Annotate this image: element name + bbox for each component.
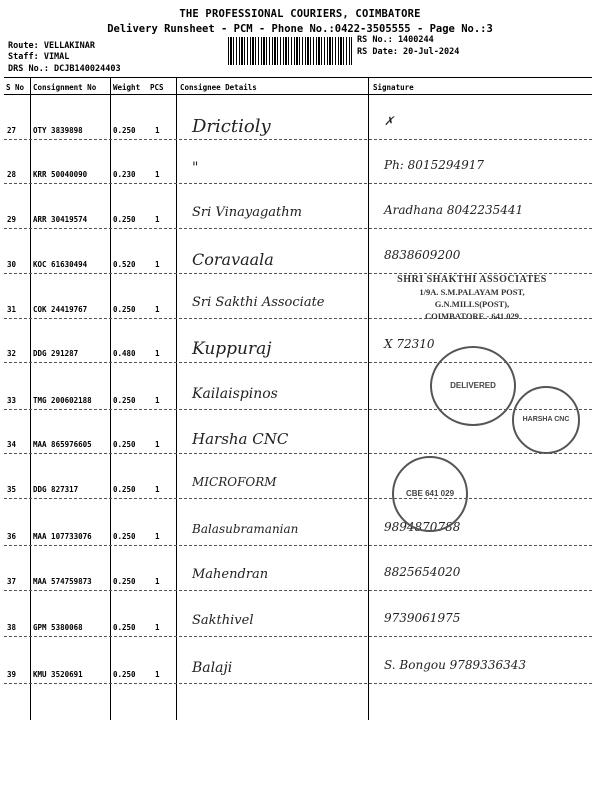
row-signature: 8825654020: [384, 565, 461, 579]
row-sno: 39: [7, 670, 17, 679]
row-consignee: Sri Sakthi Associate: [192, 295, 325, 310]
row-signature: 9894870788: [384, 520, 461, 534]
row-sno: 36: [7, 532, 17, 541]
row-sno: 37: [7, 577, 17, 586]
row-pcs: 1: [155, 440, 160, 449]
delivered-stamp: DELIVERED: [430, 346, 516, 426]
row-pcs: 1: [155, 126, 160, 135]
row-sno: 38: [7, 623, 17, 632]
harsha-cnc-stamp: HARSHA CNC: [512, 386, 580, 454]
row-consignee: Sri Vinayagathm: [192, 205, 302, 220]
column-divider: [110, 78, 111, 720]
row-consignment-no: COK 24419767: [33, 305, 88, 314]
row-pcs: 1: [155, 670, 160, 679]
row-sno: 30: [7, 260, 17, 269]
header-rule: [4, 94, 592, 95]
col-pcs: PCS: [150, 83, 164, 92]
row-signature: Ph: 8015294917: [384, 158, 485, 172]
row-separator: [4, 545, 592, 546]
row-consignment-no: GPM 5380068: [33, 623, 83, 632]
row-weight: 0.250: [113, 577, 136, 586]
row-consignment-no: OTY 3839898: [33, 126, 83, 135]
row-pcs: 1: [155, 577, 160, 586]
column-divider: [368, 78, 369, 720]
row-consignment-no: TMG 200602188: [33, 396, 92, 405]
row-consignment-no: KOC 61630494: [33, 260, 88, 269]
row-weight: 0.520: [113, 260, 136, 269]
row-signature: S. Bongou 9789336343: [384, 658, 526, 672]
row-sno: 33: [7, 396, 17, 405]
microform-stamp: CBE 641 029: [392, 456, 468, 532]
row-sno: 29: [7, 215, 17, 224]
row-consignment-no: MAA 865976605: [33, 440, 92, 449]
row-weight: 0.250: [113, 305, 136, 314]
row-consignee: Balasubramanian: [192, 522, 299, 536]
row-pcs: 1: [155, 260, 160, 269]
row-pcs: 1: [155, 349, 160, 358]
col-consignment: Consignment No: [33, 83, 97, 92]
rs-number: RS No.: 1400244: [357, 35, 434, 45]
row-sno: 27: [7, 126, 17, 135]
row-weight: 0.250: [113, 532, 136, 541]
row-consignee: Mahendran: [192, 567, 269, 582]
row-weight: 0.250: [113, 396, 136, 405]
row-signature: ✗: [384, 114, 395, 128]
row-pcs: 1: [155, 396, 160, 405]
row-weight: 0.480: [113, 349, 136, 358]
row-consignee: Kailaispinos: [192, 386, 278, 402]
drs-label: DRS No.: DCJB140024403: [8, 64, 121, 74]
column-divider: [30, 78, 31, 720]
row-consignee: MICROFORM: [192, 475, 277, 489]
row-separator: [4, 228, 592, 229]
row-pcs: 1: [155, 305, 160, 314]
row-consignee: ": [192, 160, 199, 176]
column-divider: [176, 78, 177, 720]
rs-date: RS Date: 20-Jul-2024: [357, 47, 460, 57]
row-sno: 34: [7, 440, 17, 449]
row-consignee: Kuppuraj: [192, 339, 272, 359]
row-pcs: 1: [155, 215, 160, 224]
row-weight: 0.250: [113, 670, 136, 679]
row-consignment-no: ARR 30419574: [33, 215, 88, 224]
row-signature: Aradhana 8042235441: [384, 203, 524, 217]
row-consignment-no: KRR 50040090: [33, 170, 88, 179]
row-consignment-no: MAA 574759873: [33, 577, 92, 586]
row-sno: 31: [7, 305, 17, 314]
route-label: Route: VELLAKINAR: [8, 41, 95, 51]
row-consignee: Drictioly: [192, 116, 271, 137]
row-consignment-no: KMU 3520691: [33, 670, 83, 679]
row-signature: X 72310: [384, 337, 435, 351]
row-consignee: Coravaala: [192, 250, 274, 269]
row-separator: [4, 183, 592, 184]
row-consignee: Harsha CNC: [192, 430, 289, 448]
row-separator: [4, 139, 592, 140]
table-top-rule: [4, 77, 592, 78]
row-consignment-no: MAA 107733076: [33, 532, 92, 541]
row-weight: 0.230: [113, 170, 136, 179]
row-sno: 35: [7, 485, 17, 494]
row-pcs: 1: [155, 170, 160, 179]
row-weight: 0.250: [113, 623, 136, 632]
row-weight: 0.250: [113, 485, 136, 494]
row-separator: [4, 683, 592, 684]
row-signature: 9739061975: [384, 611, 461, 625]
col-signature: Signature: [373, 83, 414, 92]
row-consignment-no: DDG 291287: [33, 349, 79, 358]
row-pcs: 1: [155, 623, 160, 632]
row-separator: [4, 590, 592, 591]
row-separator: [4, 498, 592, 499]
runsheet-subtitle: Delivery Runsheet - PCM - Phone No.:0422-3505555 - Page No.:3: [107, 23, 493, 35]
barcode: [228, 37, 352, 65]
row-signature: 8838609200: [384, 248, 461, 262]
col-weight: Weight: [113, 83, 141, 92]
row-weight: 0.250: [113, 126, 136, 135]
staff-label: Staff: VIMAL: [8, 52, 70, 62]
row-consignee: Sakthivel: [192, 613, 254, 628]
row-sno: 32: [7, 349, 17, 358]
row-consignee: Balaji: [192, 660, 233, 676]
row-weight: 0.250: [113, 215, 136, 224]
sakthi-stamp: SHRI SHAKTHI ASSOCIATES 1/9A. S.M.PALAYAM POST, G.N.MILLS(POST), COIMBATORE - 641 029: [397, 274, 547, 321]
company-title: THE PROFESSIONAL COURIERS, COIMBATORE: [179, 8, 421, 20]
row-separator: [4, 636, 592, 637]
row-consignment-no: DDG 827317: [33, 485, 79, 494]
row-separator: [4, 453, 592, 454]
col-consignee: Consignee Details: [180, 83, 257, 92]
row-pcs: 1: [155, 485, 160, 494]
row-weight: 0.250: [113, 440, 136, 449]
row-pcs: 1: [155, 532, 160, 541]
row-sno: 28: [7, 170, 17, 179]
col-sno: S No: [6, 83, 25, 92]
